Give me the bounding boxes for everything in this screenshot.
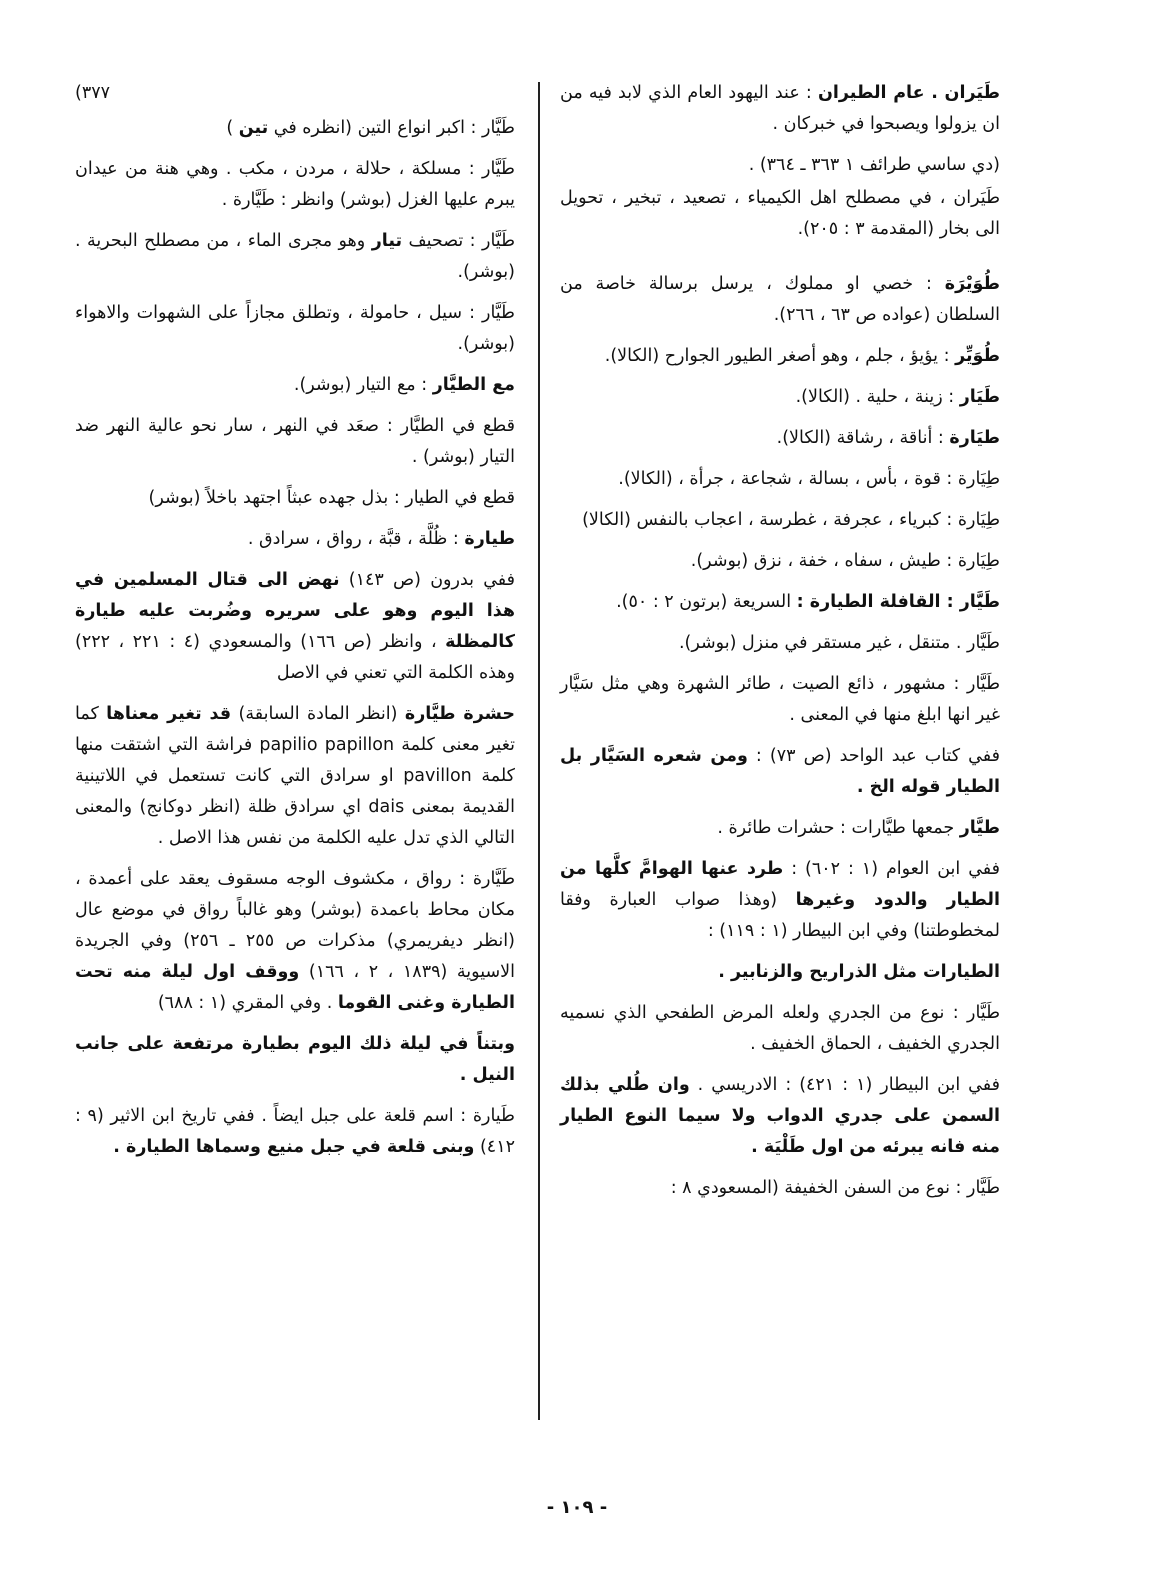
entry-tayaran-alchemy: طَيَران ، في مصطلح اهل الكيمياء ، تصعيد ، تبخير ، تحويل الى بخار (المقدمة ٣ : ٢٠٥). xyxy=(560,188,1000,239)
left-column xyxy=(75,78,515,1173)
entry-abdelwahid-quote: ففي كتاب عبد الواحد (ص ٧٣) : ومن شعره السَيَّار بل الطيار قوله الخ . xyxy=(560,746,1000,797)
column-divider xyxy=(538,82,540,1420)
continued-reference: ٣٧٧) xyxy=(75,83,111,103)
entry-ibn-awwam-quote: ففي ابن العوام (١ : ٦٠٢) : طرد عنها الهوامَّ كلَّها من الطيار والدود وغيرها (وهذا صواب العبارة وفقا لمخطوطتنا) وفي ابن البيطار (١ : ١١٩) : xyxy=(560,859,1001,941)
entry-tayyara-portico: طَيَّارة : رواق ، مكشوف الوجه مسقوف يعقد على أعمدة ، مكان محاط باعمدة (بوشر) وهو غالباً رواق في موضع عال (انظر ديفريمري) مذكرات ص ٢٥٥ ـ ٢٥٦) وفي الجريدة الاسيوية (١٨٣٩ ، ٢ ، ١٦٦) ووقف اول ليلة منه تحت الطيارة وغنى القوما . وفي المقري (١ : ٦٨٨) xyxy=(75,869,515,1013)
entry-qataa-vain: قطع في الطيار : بذل جهده عبثاً اجتهد باخلاً (بوشر) xyxy=(148,488,515,508)
entry-tayyar-famous: طَيَّار : مشهور ، ذائع الصيت ، طائر الشهرة وهي مثل سَيَّار غير انها ابلغ منها في المعنى . xyxy=(560,674,1000,725)
entry-tuwayyir: طُوَيِّر : يؤيؤ ، جلم ، وهو أصغر الطيور الجوارح (الكالا). xyxy=(604,346,1000,366)
entry-tayaran: طَيَران . عام الطيران : عند اليهود العام الذي لابد فيه من ان يزولوا ويصبحوا في خبركان . xyxy=(560,83,1000,134)
entry-tayar-adornment: طَيَار : زينة ، حلية . (الكالا). xyxy=(795,387,1000,407)
entry-hashra-tayyara: حشرة طيَّارة (انظر المادة السابقة) قد تغير معناها كما تغير معنى كلمة papilio papillon فراشة التي اشتقت منها كلمة pavillon او سرادق التي كانت تستعمل في اللاتينية القديمة بمعنى dais اي سرادق ظلة (انظر دوكانج) والمعنى التالي الذي تدل عليه الكلمة من نفس هذا الاصل . xyxy=(75,704,516,848)
entry-tayyara-canopy: طيارة : ظُلَّة ، قبَّة ، رواق ، سرادق . xyxy=(247,529,515,549)
entry-maqqari-quote: وبتناً في ليلة ذلك اليوم بطيارة مرتفعة على جانب النيل . xyxy=(75,1034,515,1085)
entry-tayara-elegance: طيَارة : أناقة ، رشاقة (الكالا). xyxy=(776,428,1000,448)
entry-badrun-quote: ففي بدرون (ص ١٤٣) نهض الى قتال المسلمين في هذا اليوم وهو على سريره وضُربت عليه طيارة كالمظلة ، وانظر (ص ١٦٦) والمسعودي (٤ : ٢٢١ ، ٢٢٢) وهذه الكلمة التي تعني في الاصل xyxy=(75,570,515,683)
entry-tayyar-insects: طيَّار جمعها طيَّارات : حشرات طائرة . xyxy=(717,818,1000,838)
entry-tayyar-current: طَيَّار : تصحيف تيار وهو مجرى الماء ، من مصطلح البحرية . (بوشر). xyxy=(75,231,515,282)
entry-tayyara-fortress: طَيارة : اسم قلعة على جبل ايضاً . ففي تاريخ ابن الاثير (٩ : ٤١٢) وبنى قلعة في جبل منيع وسماها الطيارة . xyxy=(75,1106,515,1157)
right-column xyxy=(560,78,1000,1214)
entry-ibn-baytar-quote: ففي ابن البيطار (١ : ٤٢١) : الادريسي . وان طُلي بذلك السمن على جدري الدواب ولا سيما النوع الطيار منه فانه يبرئه من اول طَلْيَة . xyxy=(560,1075,1000,1157)
entry-tiyara-folly: طِيَارة : طيش ، سفاه ، خفة ، نزق (بوشر). xyxy=(690,551,1000,571)
entry-tayyar-fig: طَيَّار : اكبر انواع التين (انظره في تين ) xyxy=(226,118,515,138)
entry-tayyar-ship: طَيَّار : نوع من السفن الخفيفة (المسعودي ٨ : xyxy=(670,1178,1000,1198)
entry-maa-tayyar: مع الطيَّار : مع التيار (بوشر). xyxy=(293,375,515,395)
entry-tayyarat-example: الطيارات مثل الذراريح والزنابير . xyxy=(718,962,1000,982)
entry-tayyar-caravan: طَيَّار : القافلة الطيارة : السريعة (برتون ٢ : ٥٠). xyxy=(616,592,1000,612)
entry-tuwayra: طُوَيْرَة : خصي او مملوك ، يرسل برسالة خاصة من السلطان (عواده ص ٦٣ ، ٢٦٦). xyxy=(560,274,1000,325)
entry-qataa-upstream: قطع في الطيَّار : صعَد في النهر ، سار نحو عالية النهر ضد التيار (بوشر) . xyxy=(75,416,515,467)
page-number: - ١٠٩ - xyxy=(546,1497,608,1518)
entry-tayyar-spindle: طَيَّار : مسلكة ، حلالة ، مردن ، مكب . وهي هنة من عيدان يبرم عليها الغزل (بوشر) وانظر : طَيَّارة . xyxy=(75,159,515,210)
entry-tayaran-ref: (دي ساسي طرائف ١ ٣٦٣ ـ ٣٦٤) . xyxy=(748,155,1000,175)
entry-tayyar-wandering: طَيَّار . متنقل ، غير مستقر في منزل (بوشر). xyxy=(678,633,1000,653)
entry-tiyara-courage: طِيَارة : قوة ، بأس ، بسالة ، شجاعة ، جرأة ، (الكالا). xyxy=(618,469,1000,489)
entry-tayyar-smallpox: طَيَّار : نوع من الجدري ولعله المرض الطفحي الذي نسميه الجدري الخفيف ، الحماق الخفيف . xyxy=(560,1003,1000,1054)
entry-tiyara-pride: طِيَارة : كبرياء ، عجرفة ، غطرسة ، اعجاب بالنفس (الكالا) xyxy=(582,510,1000,530)
entry-tayyar-torrent: طَيَّار : سيل ، حامولة ، وتطلق مجازاً على الشهوات والاهواء (بوشر). xyxy=(75,303,515,354)
